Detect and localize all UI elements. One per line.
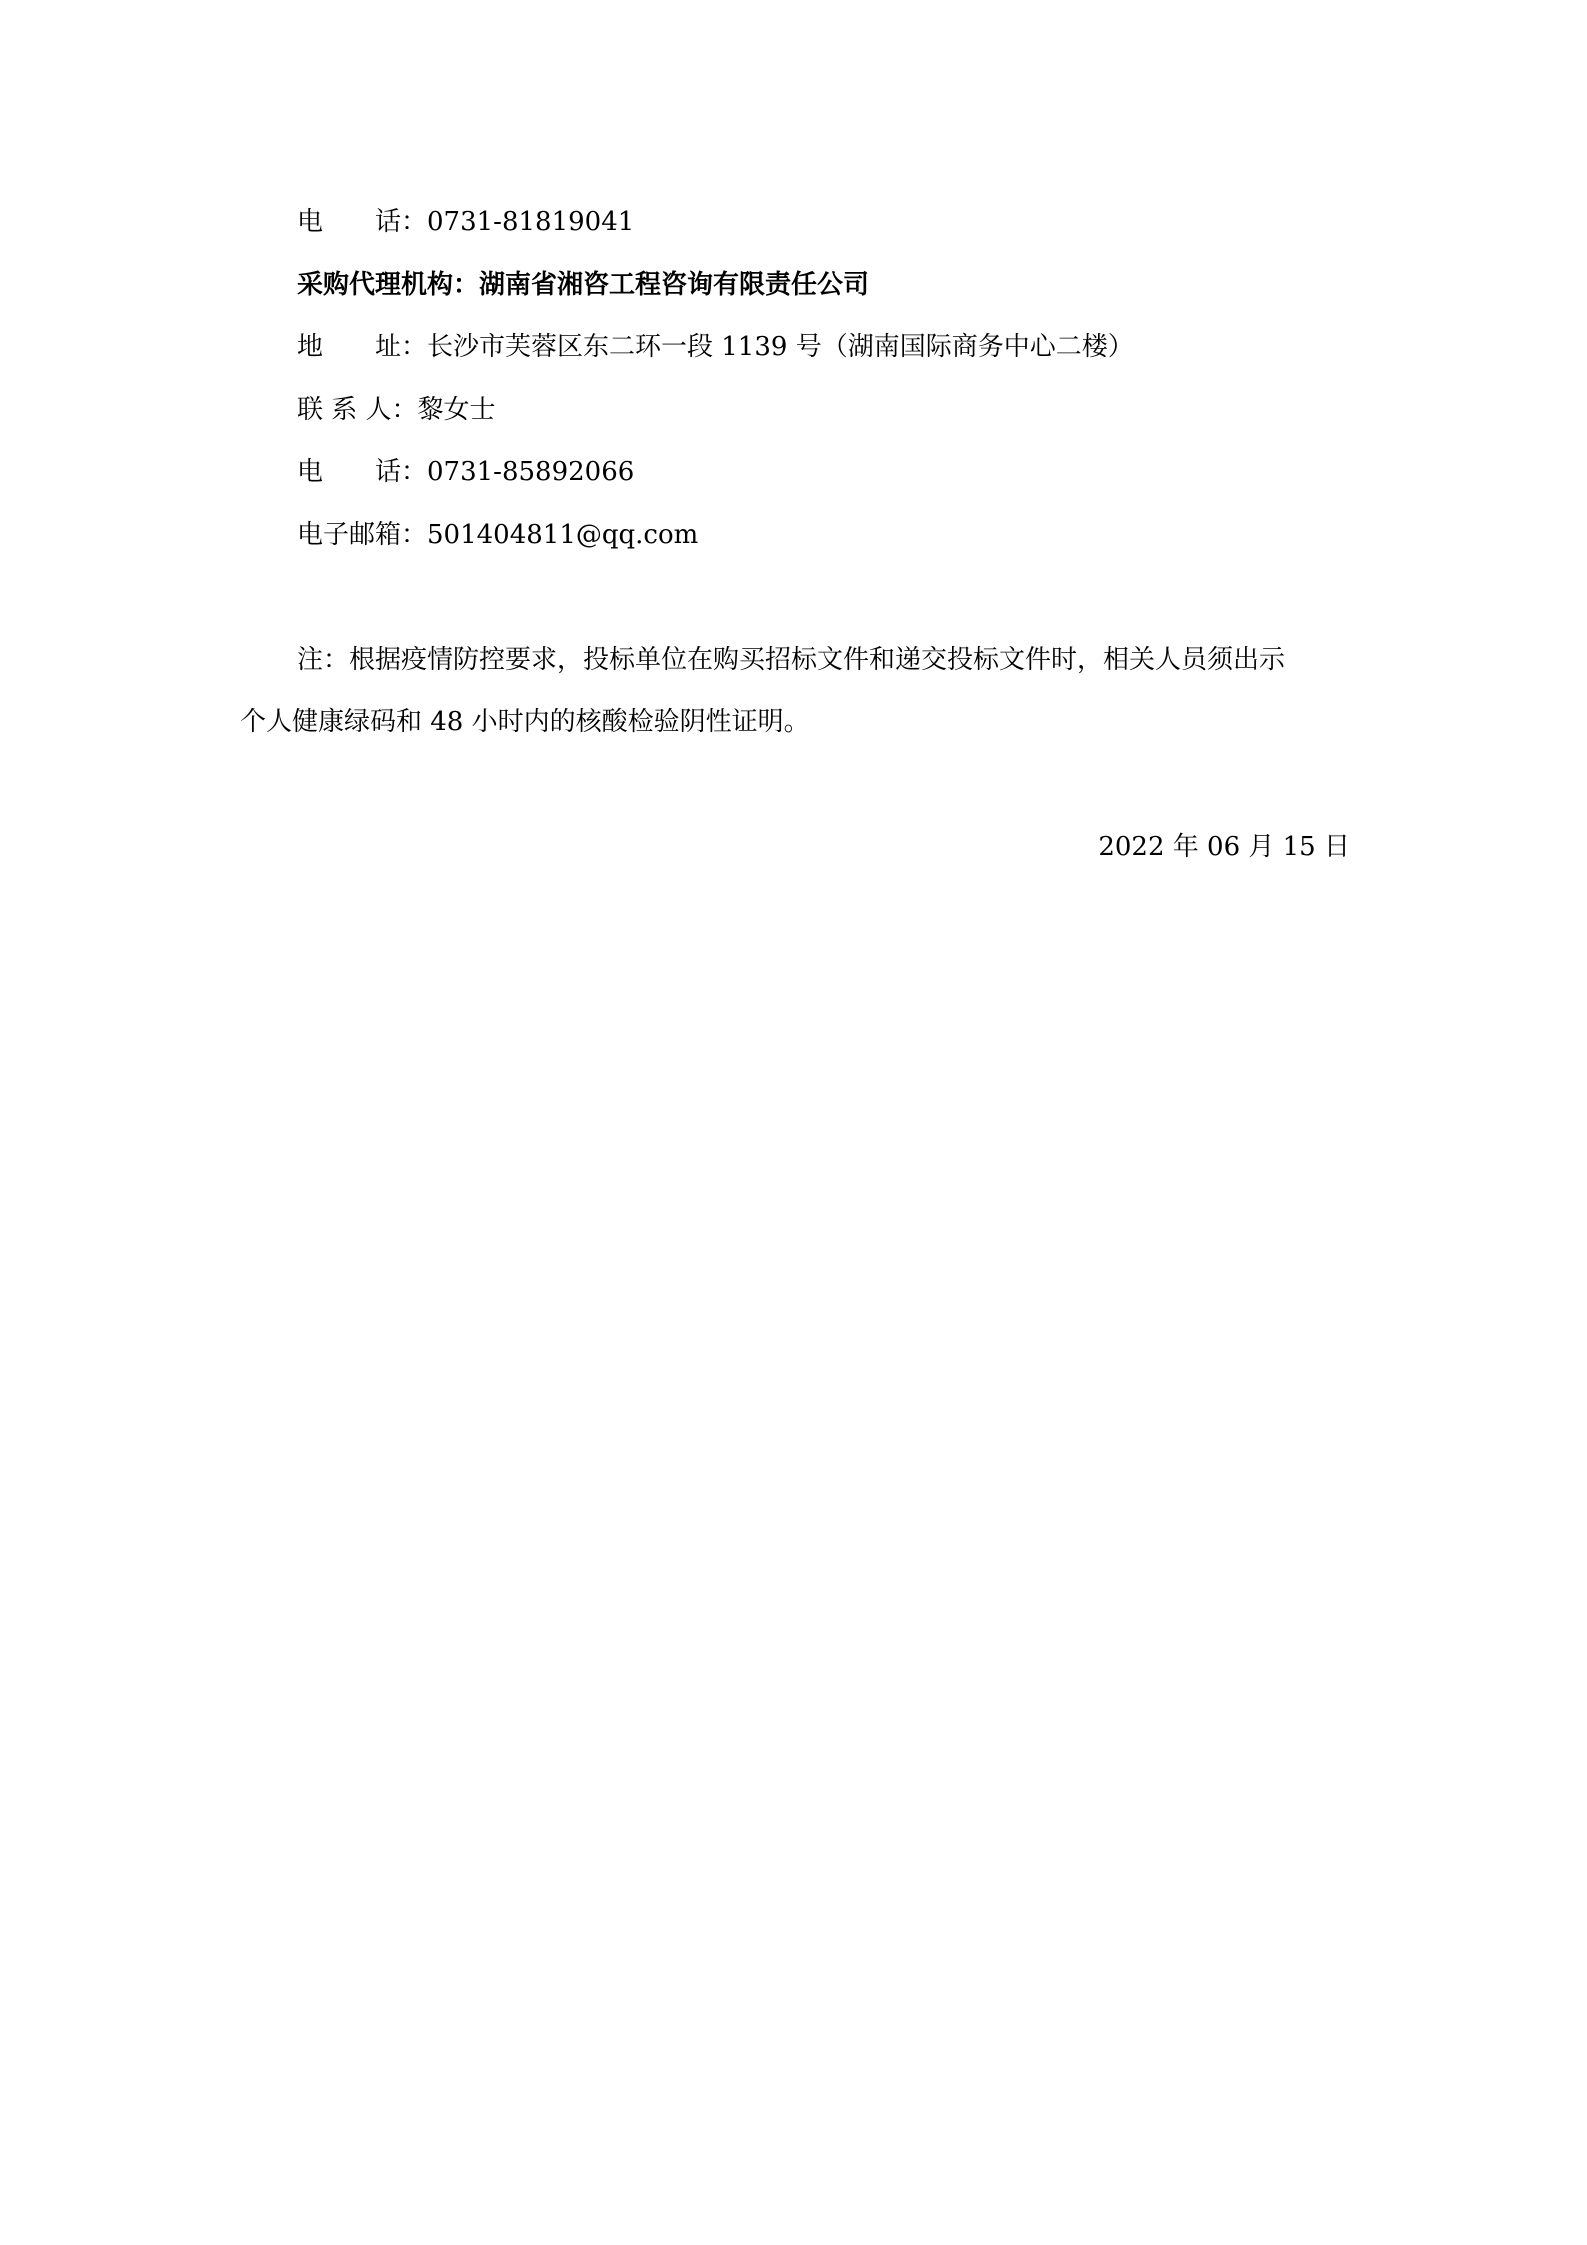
document-date: 2022 年 06 月 15 日 xyxy=(1098,832,1350,862)
agency-address-line: 地 址：长沙市芙蓉区东二环一段 1139 号（湖南国际商务中心二楼） xyxy=(297,332,1134,362)
buyer-phone-line: 电 话：0731-81819041 xyxy=(297,207,635,237)
agency-contact-line: 联 系 人：黎女士 xyxy=(297,395,496,425)
agency-email-line: 电子邮箱：501404811@qq.com xyxy=(297,520,699,550)
agency-phone-line: 电 话：0731-85892066 xyxy=(297,457,635,487)
notice-line-2: 个人健康绿码和 48 小时内的核酸检验阴性证明。 xyxy=(240,707,810,737)
notice-line-1: 注：根据疫情防控要求，投标单位在购买招标文件和递交投标文件时，相关人员须出示 xyxy=(297,645,1286,675)
agency-name-line: 采购代理机构：湖南省湘咨工程咨询有限责任公司 xyxy=(297,270,870,300)
